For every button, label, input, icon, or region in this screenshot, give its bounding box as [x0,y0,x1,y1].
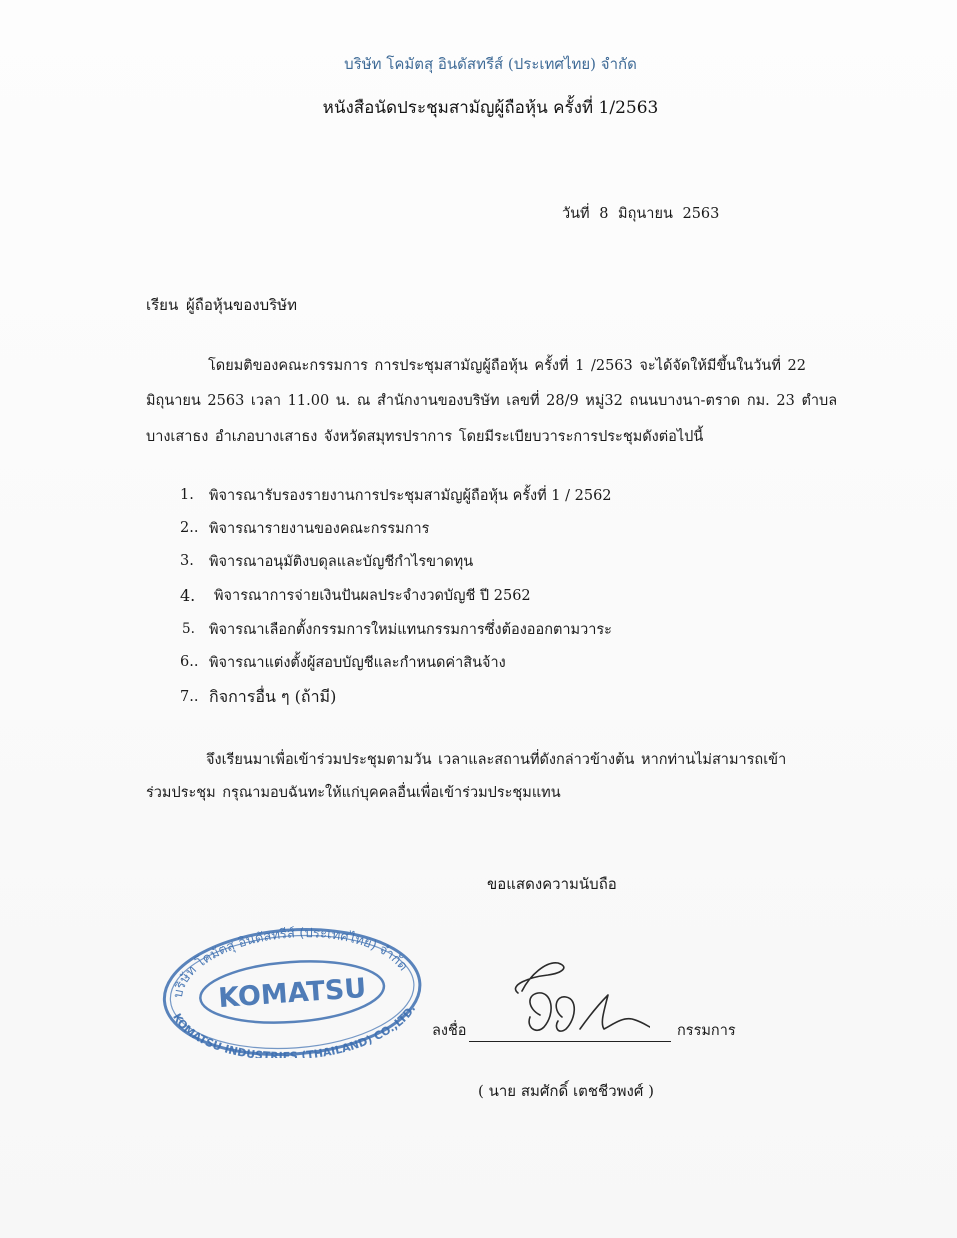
handwritten-signature [500,955,650,1045]
paragraph-line: บางเสาธง อำเภอบางเสาธง จังหวัดสมุทรปราการ โดยมีระเบียบวาระการประชุมดังต่อไปนี้ [146,429,704,445]
stamp-bottom-text: KOMATSU INDUSTRIES (THAILAND) CO.,LTD. [170,1002,419,1058]
signature-line [469,1041,671,1042]
signature-graphic [500,955,650,1045]
signer-name: ( นาย สมศักดิ์ เตชชีวพงศ์ ) [478,1082,655,1100]
stamp-brand-text: KOMATSU [217,972,368,1015]
agenda-item [0,550,957,580]
paragraph-line: ร่วมประชุม กรุณามอบฉันทะให้แก่บุคคลอื่นเพื่อเข้าร่วมประชุมแทน [146,785,561,801]
agenda-item [0,484,957,514]
salutation: เรียน ผู้ถือหุ้นของบริษัท [146,296,297,314]
company-name-heading: บริษัท โคมัตสุ อินดัสทรีส์ (ประเทศไทย) จำกัด [344,55,637,73]
company-stamp-graphic [152,918,432,1058]
signer-position: กรรมการ [677,1023,736,1039]
closing-line: ขอแสดงความนับถือ [487,875,617,893]
agenda-text: พิจารณารับรองรายงานการประชุมสามัญผู้ถือหุ้น ครั้งที่ 1 / 2562 [209,488,612,504]
agenda-text: กิจการอื่น ๆ (ถ้ามี) [209,687,337,706]
date-line: วันที่ 8 มิถุนายน 2563 [562,206,720,222]
agenda-item [0,685,957,715]
agenda-item [0,517,957,547]
agenda-number: 2.. [180,520,199,536]
agenda-text: พิจารณาเลือกตั้งกรรมการใหม่แทนกรรมการซึ่งต้องออกตามวาระ [209,622,612,638]
paragraph-line: จึงเรียนมาเพื่อเข้าร่วมประชุมตามวัน เวลาและสถานที่ดังกล่าวข้างต้น หากท่านไม่สามารถเข้า [206,752,787,768]
document-title: หนังสือนัดประชุมสามัญผู้ถือหุ้น ครั้งที่ 1/2563 [322,98,659,118]
agenda-item [0,618,957,648]
paragraph-line: โดยมติของคณะกรรมการ การประชุมสามัญผู้ถือหุ้น ครั้งที่ 1 /2563 จะได้จัดให้มีขึ้นในวันที่ 22 [208,358,806,374]
agenda-number: 3. [180,553,194,569]
agenda-text: พิจารณารายงานของคณะกรรมการ [209,521,430,537]
sign-label: ลงชื่อ [432,1023,467,1039]
company-stamp [152,918,432,1058]
stamp-top-text: บริษัท โคมัตสุ อินดัสทรีส์ (ประเทศไทย) จำกัด [170,926,411,1000]
agenda-item [0,584,957,614]
paragraph-line: มิถุนายน 2563 เวลา 11.00 น. ณ สำนักงานของบริษัท เลขที่ 28/9 หมู่32 ถนนบางนา-ตราด กม. 23 ตำบล [146,393,838,409]
agenda-number: 7.. [180,689,199,705]
agenda-number: 5. [182,621,195,637]
agenda-number: 4. [180,586,196,605]
agenda-text: พิจารณาการจ่ายเงินปันผลประจำงวดบัญชี ปี 2562 [214,588,531,604]
agenda-number: 6.. [180,654,199,670]
agenda-item [0,651,957,681]
agenda-text: พิจารณาอนุมัติงบดุลและบัญชีกำไรขาดทุน [209,554,474,570]
agenda-number: 1. [180,487,194,503]
agenda-text: พิจารณาแต่งตั้งผู้สอบบัญชีและกำหนดค่าสินจ้าง [209,655,506,671]
